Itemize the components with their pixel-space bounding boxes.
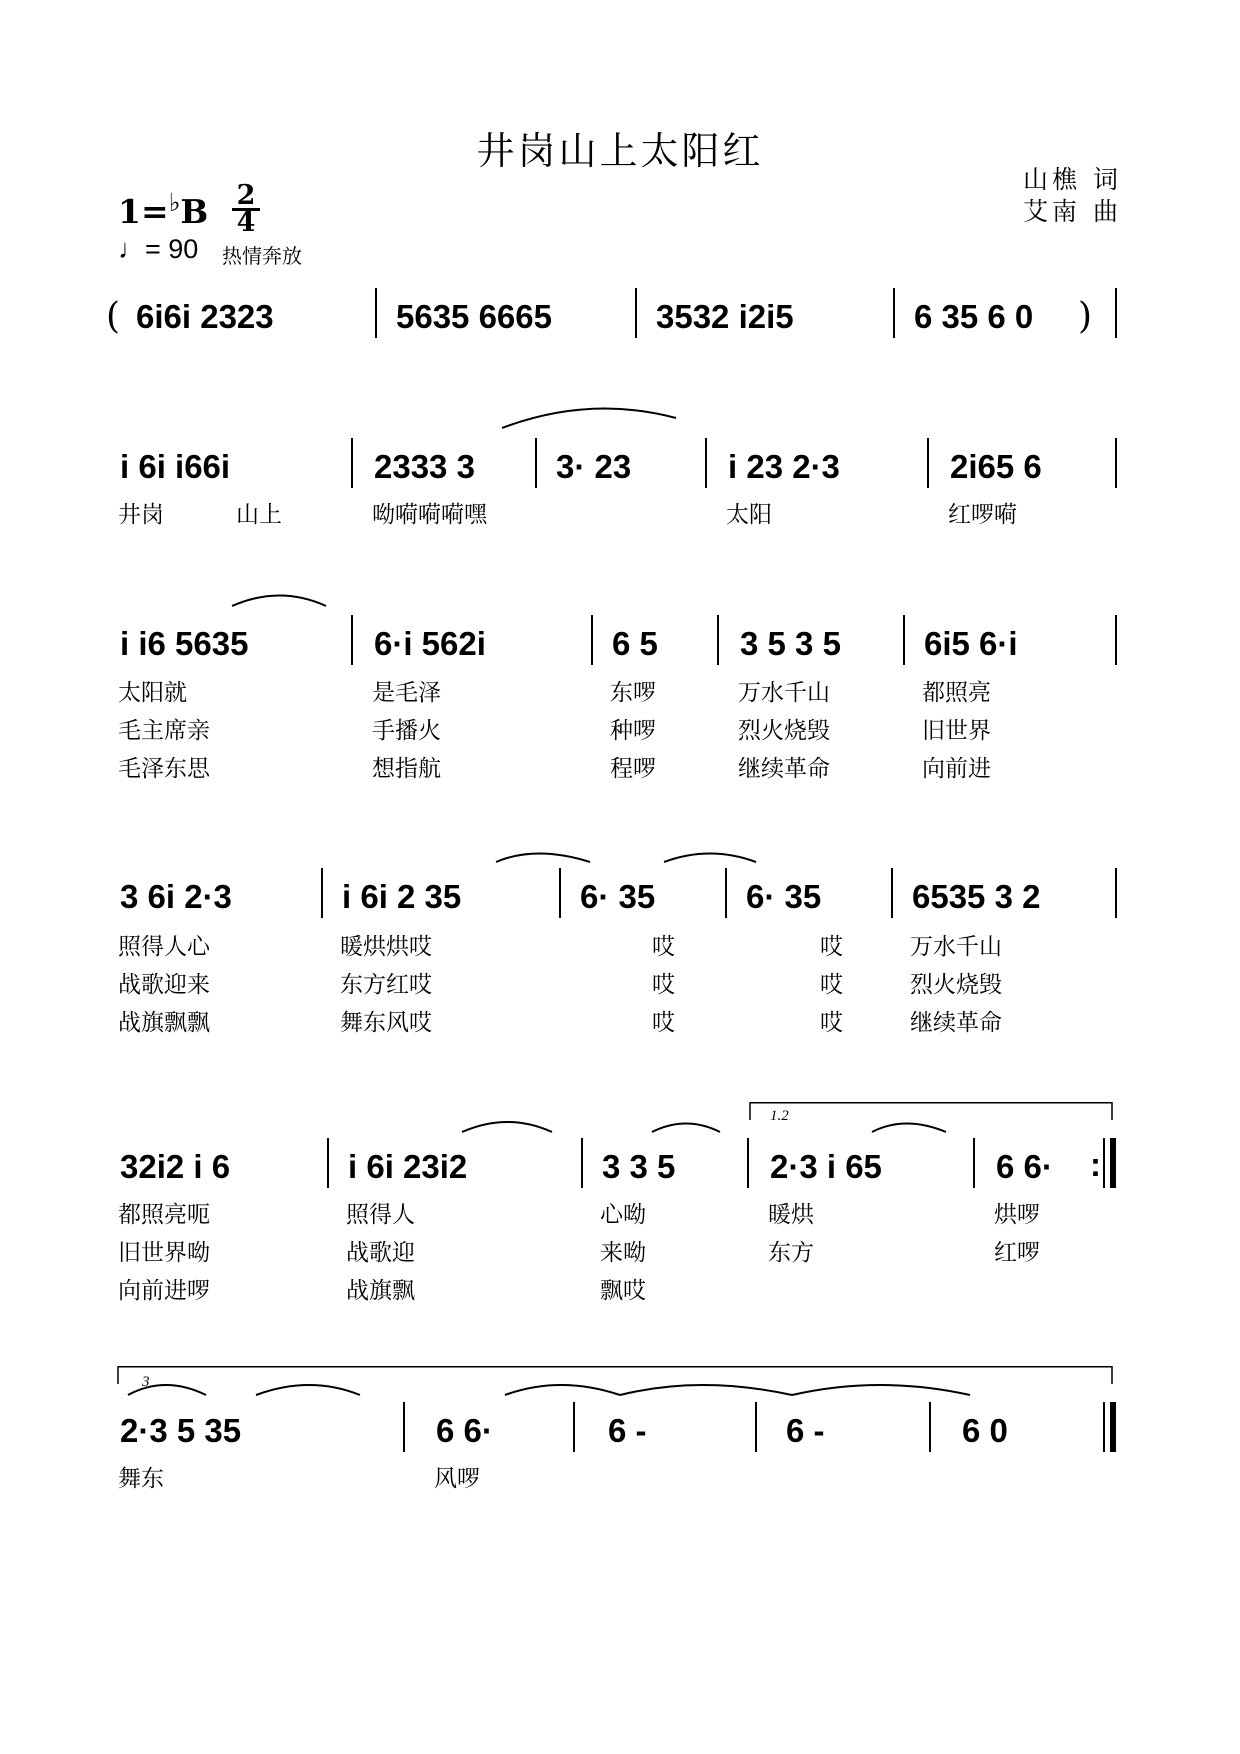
lyric-line: 继续革命 bbox=[738, 756, 830, 782]
lyric-line: 东方红哎 bbox=[340, 972, 432, 998]
quarter-note-icon: ♩ bbox=[118, 234, 145, 264]
lyric-line: 继续革命 bbox=[910, 1010, 1002, 1036]
tempo-value: = 90 bbox=[145, 234, 199, 264]
measure-notes: 6 6· bbox=[436, 1412, 493, 1449]
system-5 bbox=[118, 1102, 1116, 1304]
lyric-line: 太阳就 bbox=[118, 680, 187, 706]
measure-notes: i 6i 2 35 bbox=[342, 878, 462, 915]
system-3 bbox=[118, 596, 1116, 783]
lyric-line: 旧世界 bbox=[922, 718, 991, 744]
lyric-line: 红啰 bbox=[994, 1240, 1040, 1266]
lyric-line: 太阳 bbox=[726, 502, 772, 528]
key-note: B bbox=[180, 192, 209, 231]
measure-notes: 6i5 6·i bbox=[924, 625, 1018, 662]
song-title: 井岗山上太阳红 bbox=[476, 129, 764, 173]
volta-1-2: 1.2 bbox=[770, 1108, 789, 1124]
measure-notes: 3 3 5 bbox=[602, 1148, 676, 1185]
measure-notes: 6 - bbox=[608, 1412, 647, 1449]
lyric-line: 飘哎 bbox=[600, 1278, 646, 1304]
tie-arc bbox=[502, 409, 676, 428]
measure-notes: 6·i 562i bbox=[374, 625, 486, 662]
lyric-line: 风啰 bbox=[434, 1466, 480, 1492]
lyric-line: 舞东风哎 bbox=[340, 1010, 432, 1036]
final-barline bbox=[1110, 1402, 1116, 1452]
lyric-line: 哎 bbox=[652, 972, 675, 998]
tempo-expression: 热情奔放 bbox=[222, 244, 302, 268]
measure-notes: 2333 3 bbox=[374, 448, 475, 485]
lyric-line: 烈火烧毁 bbox=[910, 972, 1002, 998]
system-4 bbox=[118, 854, 1116, 1037]
measure-notes: 6i6i 2323 bbox=[136, 298, 274, 335]
lyric-line: 种啰 bbox=[610, 718, 656, 744]
measure-notes: 6· 35 bbox=[580, 878, 656, 915]
lyric-line: 都照亮呃 bbox=[118, 1202, 210, 1228]
lyric-line: 战旗飘飘 bbox=[118, 1010, 210, 1036]
lyric-line: 哎 bbox=[652, 934, 675, 960]
measure-notes: 6· 35 bbox=[746, 878, 822, 915]
measure-notes: 6 5 bbox=[612, 625, 658, 662]
measure-notes: 6 6· bbox=[996, 1148, 1053, 1185]
lyric-line: 东方 bbox=[768, 1240, 814, 1266]
lyric-line: 烘啰 bbox=[994, 1202, 1040, 1228]
measure-notes: 6 0 bbox=[962, 1412, 1008, 1449]
key-label: 1= bbox=[118, 192, 169, 231]
system-6 bbox=[118, 1366, 1116, 1492]
composer-credit: 艾南 曲 bbox=[1023, 197, 1122, 226]
lyric-line: 来呦 bbox=[600, 1240, 646, 1266]
measure-notes: 2i65 6 bbox=[950, 448, 1042, 485]
lyric-line: 东啰 bbox=[610, 680, 656, 706]
lyric-line: 照得人心 bbox=[118, 934, 210, 960]
lyric-line: 山上 bbox=[236, 502, 282, 528]
lyric-line: 向前进啰 bbox=[118, 1278, 210, 1304]
lyric-line: 井岗 bbox=[118, 502, 164, 528]
repeat-barline bbox=[1110, 1138, 1116, 1188]
repeat-dots: : bbox=[1090, 1146, 1101, 1183]
lyric-line: 是毛泽 bbox=[372, 680, 441, 706]
lyric-line: 向前进 bbox=[922, 756, 991, 782]
lyric-line: 哎 bbox=[820, 934, 843, 960]
lyricist-credit: 山樵 词 bbox=[1023, 165, 1122, 194]
measure-notes: 2·3 5 35 bbox=[120, 1412, 242, 1449]
measure-notes: 32i2 i 6 bbox=[120, 1148, 231, 1185]
lyric-line: 万水千山 bbox=[738, 680, 830, 706]
measure-notes: 2·3 i 65 bbox=[770, 1148, 882, 1185]
lyric-line: 程啰 bbox=[610, 756, 656, 782]
lyric-line: 舞东 bbox=[118, 1466, 164, 1492]
measure-notes: 3532 i2i5 bbox=[656, 298, 794, 335]
lyric-line: 哎 bbox=[652, 1010, 675, 1036]
measure-notes: 6535 3 2 bbox=[912, 878, 1041, 915]
measure-notes: 6 35 6 0 bbox=[914, 298, 1034, 335]
lyric-line: 红啰嗬 bbox=[948, 502, 1017, 528]
lyric-line: 照得人 bbox=[346, 1202, 415, 1228]
lyric-line: 想指航 bbox=[372, 756, 441, 782]
measure-notes: 3 5 3 5 bbox=[740, 625, 841, 662]
lyric-line: 都照亮 bbox=[922, 680, 991, 706]
measure-notes: 3 6i 2·3 bbox=[120, 878, 232, 915]
meter-top: 2 bbox=[236, 180, 256, 211]
lyric-line: 毛泽东思 bbox=[118, 756, 210, 782]
open-paren: ( bbox=[106, 296, 121, 337]
measure-notes: i i6 5635 bbox=[120, 625, 249, 662]
lyric-line: 呦嗬嗬嗬嘿 bbox=[372, 502, 487, 528]
meter-bottom: 4 bbox=[236, 207, 256, 238]
lyric-line: 战旗飘 bbox=[346, 1278, 415, 1304]
lyric-line: 战歌迎来 bbox=[118, 972, 210, 998]
lyric-line: 手播火 bbox=[372, 718, 441, 744]
lyric-line: 心呦 bbox=[600, 1202, 646, 1228]
lyric-line: 战歌迎 bbox=[346, 1240, 415, 1266]
system-2 bbox=[118, 409, 1116, 528]
flat-symbol: ♭ bbox=[168, 188, 181, 217]
lyric-line: 哎 bbox=[820, 1010, 843, 1036]
measure-notes: 3· 23 bbox=[556, 448, 632, 485]
lyric-line: 哎 bbox=[820, 972, 843, 998]
system-1 bbox=[106, 288, 1116, 338]
lyric-line: 暖烘烘哎 bbox=[340, 934, 432, 960]
close-paren: ) bbox=[1078, 296, 1093, 337]
lyric-line: 旧世界呦 bbox=[118, 1240, 210, 1266]
lyric-line: 暖烘 bbox=[768, 1202, 814, 1228]
lyric-line: 烈火烧毁 bbox=[738, 718, 830, 744]
volta-3: 3 bbox=[142, 1374, 150, 1390]
measure-notes: 5635 6665 bbox=[396, 298, 552, 335]
measure-notes: i 6i 23i2 bbox=[348, 1148, 468, 1185]
measure-notes: i 6i i66i bbox=[120, 448, 231, 485]
lyric-line: 毛主席亲 bbox=[118, 718, 210, 744]
lyric-line: 万水千山 bbox=[910, 934, 1002, 960]
measure-notes: i 23 2·3 bbox=[728, 448, 840, 485]
measure-notes: 6 - bbox=[786, 1412, 825, 1449]
